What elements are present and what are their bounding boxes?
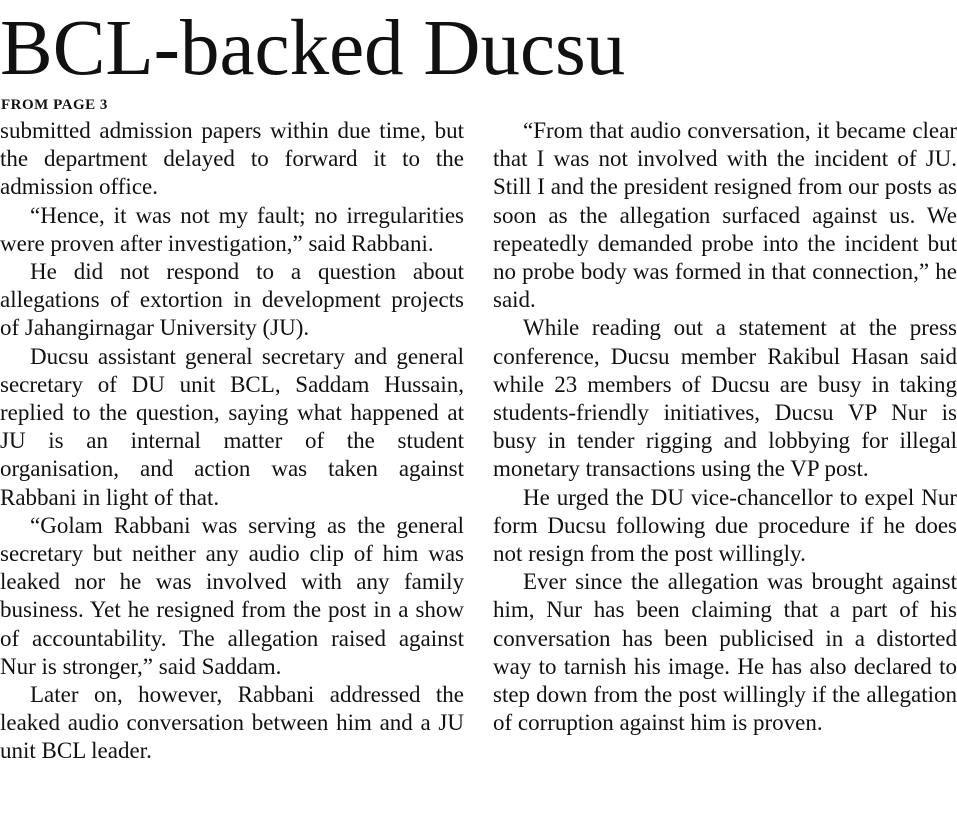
paragraph: Ducsu assistant general secretary and general secretary of DU unit BCL, Saddam Hussain, replied to the question, saying what happened at JU is an internal matter of the student organisation, and action was taken against Rabbani in light of that. xyxy=(0,343,464,510)
jump-line: FROM PAGE 3 xyxy=(1,97,108,113)
paragraph: While reading out a statement at the press conference, Ducsu member Rakibul Hasan said while 23 members of Ducsu are busy in taking students-friendly initiatives, Ducsu VP Nur is busy in tender rigging and lobbying for illegal monetary transactions using the VP post. xyxy=(493,315,957,482)
right-column xyxy=(493,117,957,737)
paragraph: Ever since the allegation was brought against him, Nur has been claiming that a part of his conversation has been publicised in a distorted way to tarnish his image. He has also declared to step down from the post willingly if the allegation of corruption against him is proven. xyxy=(493,569,957,736)
paragraph: “From that audio conversation, it became clear that I was not involved with the incident of JU. Still I and the president resigned from our posts as soon as the allegation surfaced against us. We repeatedly demanded probe into the incident but no probe body was formed in that connection,” he said. xyxy=(493,118,957,313)
paragraph: He urged the DU vice-chancellor to expel Nur form Ducsu following due procedure if he does not resign from the post willingly. xyxy=(493,484,957,567)
paragraph: “Hence, it was not my fault; no irregularities were proven after investigation,” said Rabbani. xyxy=(0,202,464,256)
paragraph: “Golam Rabbani was serving as the general secretary but neither any audio clip of him was leaked nor he was involved with any family business. Yet he resigned from the post in a show of accountability. The allegation raised against Nur is stronger,” said Saddam. xyxy=(0,512,464,679)
left-column xyxy=(0,117,464,766)
headline: BCL-backed Ducsu xyxy=(0,5,626,92)
paragraph: He did not respond to a question about allegations of extortion in development projects of Jahangirnagar University (JU). xyxy=(0,259,464,341)
paragraph: submitted admission papers within due time, but the department delayed to forward it to the admission office. xyxy=(0,118,464,200)
paragraph: Later on, however, Rabbani addressed the leaked audio conversation between him and a JU unit BCL leader. xyxy=(0,682,464,764)
